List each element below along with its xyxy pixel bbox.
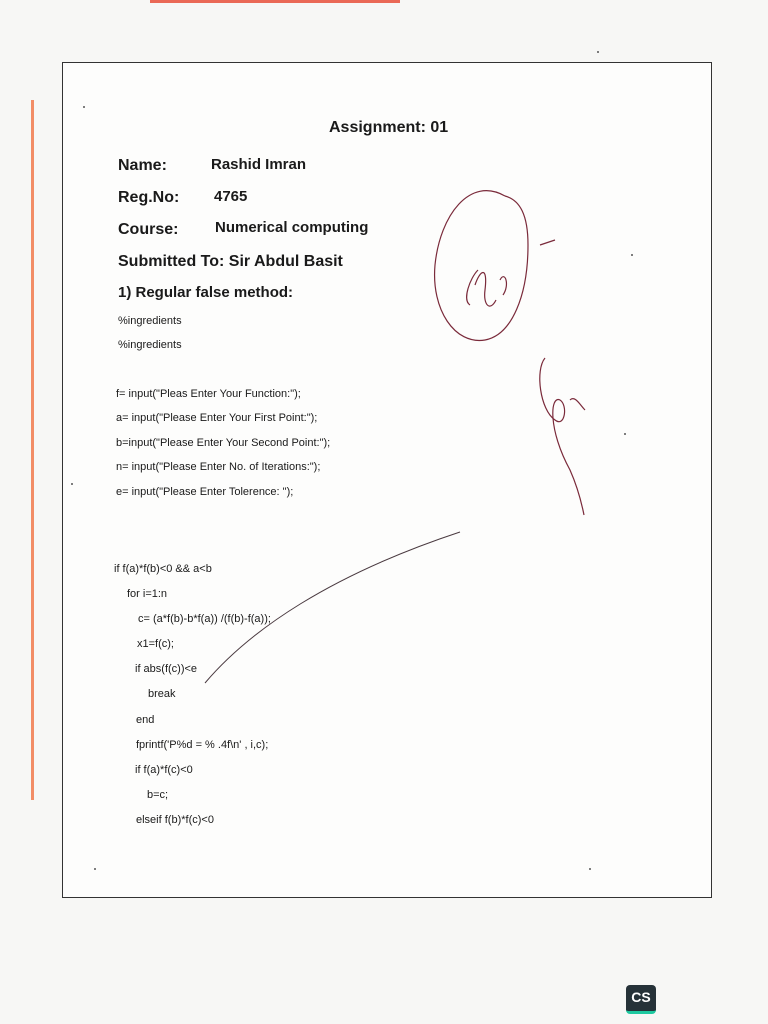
code-line: end xyxy=(136,714,155,726)
code-line: e= input("Please Enter Tolerence: "); xyxy=(116,486,294,498)
code-line: if f(a)*f(c)<0 xyxy=(135,764,193,776)
reg-no-value: 4765 xyxy=(214,188,248,205)
name-label: Name: xyxy=(118,157,167,174)
code-line: if abs(f(c))<e xyxy=(135,663,198,675)
speck xyxy=(631,254,633,256)
speck xyxy=(589,868,591,870)
speck xyxy=(94,868,96,870)
speck xyxy=(83,106,85,108)
page-title: Assignment: 01 xyxy=(329,119,449,136)
code-line: x1=f(c); xyxy=(137,638,174,650)
code-line: f= input("Pleas Enter Your Function:"); xyxy=(116,388,301,400)
code-line: b=input("Please Enter Your Second Point:"); xyxy=(116,437,331,449)
signature-initials xyxy=(467,240,555,306)
section-heading: 1) Regular false method: xyxy=(118,284,294,301)
signature-mark xyxy=(540,358,585,515)
speck xyxy=(597,51,599,53)
code-line: n= input("Please Enter No. of Iterations:"); xyxy=(116,461,321,473)
pen-stroke xyxy=(205,532,460,683)
code-line: for i=1:n xyxy=(127,588,168,600)
name-value: Rashid Imran xyxy=(211,156,307,173)
submitted-to: Submitted To: Sir Abdul Basit xyxy=(118,253,343,270)
speck xyxy=(624,433,626,435)
reg-no-label: Reg.No: xyxy=(118,189,180,206)
code-line: b=c; xyxy=(147,789,169,801)
camscanner-logo: CS xyxy=(626,985,656,1014)
signature-circle xyxy=(435,191,528,341)
code-line: break xyxy=(148,688,176,700)
code-line: elseif f(b)*f(c)<0 xyxy=(136,814,214,826)
code-line: %ingredients xyxy=(118,339,182,351)
course-value: Numerical computing xyxy=(215,219,369,236)
code-line: %ingredients xyxy=(118,315,182,327)
code-line: fprintf('P%d = % .4f\n' , i,c); xyxy=(136,739,269,751)
course-label: Course: xyxy=(118,221,179,238)
code-line: if f(a)*f(b)<0 && a<b xyxy=(114,563,212,575)
code-line: c= (a*f(b)-b*f(a)) /(f(b)-f(a)); xyxy=(138,613,271,625)
code-line: a= input("Please Enter Your First Point:"); xyxy=(116,412,318,424)
speck xyxy=(71,483,73,485)
